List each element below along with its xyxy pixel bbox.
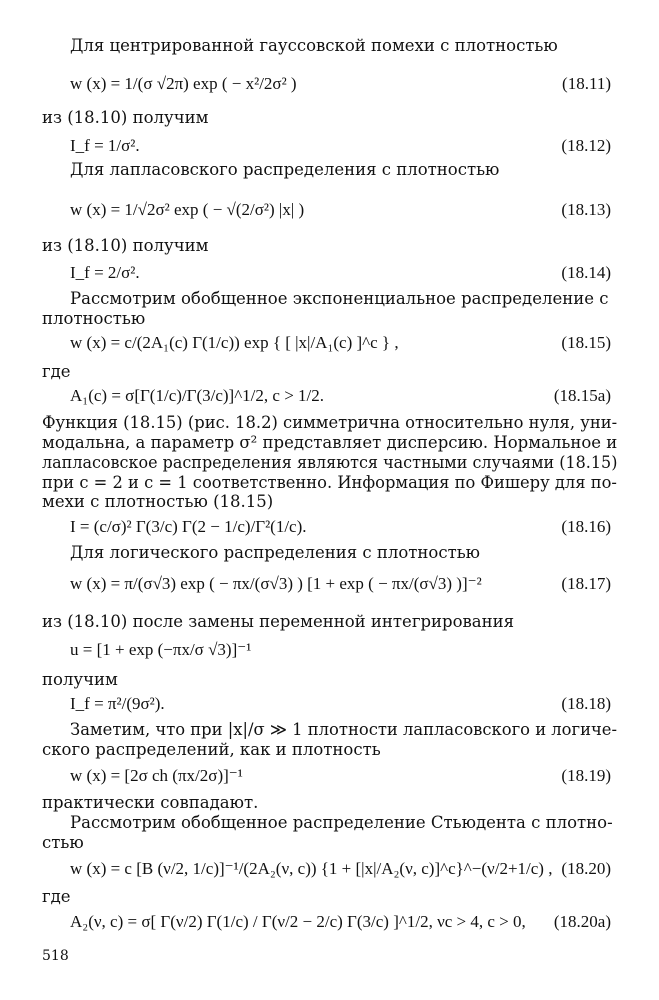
text-line: получим <box>42 670 118 689</box>
equation-18-11: w (x) = 1/(σ √2π) exp ( − x²/2σ² ) <box>70 74 297 93</box>
equation-number: (18.20а) <box>553 912 611 931</box>
equation-18-20: w (x) = c [B (ν/2, 1/c)]⁻¹/(2A₂(ν, c)) {1 + [|x|/A₂(ν, c)]^c}^−(ν/2+1/c) , <box>70 859 553 878</box>
text-line: Для логического распределения с плотностью <box>70 543 481 562</box>
equation-18-15a: A₁(c) = σ[Γ(1/c)/Γ(3/c)]^1/2, c > 1/2. <box>70 386 325 405</box>
equation-number: (18.19) <box>561 766 611 785</box>
text-line: практически совпадают. <box>42 793 259 812</box>
text-line: из (18.10) после замены переменной интегрирования <box>42 612 515 631</box>
equation-18-16: I = (c/σ)² Γ(3/c) Γ(2 − 1/c)/Γ²(1/c). <box>70 517 307 536</box>
text-line: Функция (18.15) (рис. 18.2) симметрична относительно нуля, уни- <box>42 413 618 432</box>
text-line: из (18.10) получим <box>42 236 209 255</box>
equation-18-12: I_f = 1/σ². <box>70 136 140 155</box>
text-line: модальна, а параметр σ² представляет дисперсию. Нормальное и <box>42 433 618 452</box>
page-number: 518 <box>42 948 69 964</box>
text-line: из (18.10) получим <box>42 108 209 127</box>
equation-number: (18.18) <box>561 694 611 713</box>
text-line: Рассмотрим обобщенное распределение Стьюдента с плотно- <box>70 813 613 832</box>
equation-number: (18.14) <box>561 263 611 282</box>
equation-number: (18.15а) <box>553 386 611 405</box>
equation-18-20a: A₂(ν, c) = σ[ Γ(ν/2) Γ(1/c) / Γ(ν/2 − 2/c) Γ(3/c) ]^1/2, νc > 4, c > 0, <box>70 912 526 931</box>
equation-number: (18.11) <box>562 74 611 93</box>
equation-18-14: I_f = 2/σ². <box>70 263 140 282</box>
text-line: Для лапласовского распределения с плотностью <box>70 160 500 179</box>
text-line: мехи с плотностью (18.15) <box>42 492 274 511</box>
text-line: Заметим, что при |x|/σ ≫ 1 плотности лапласовского и логиче- <box>70 720 618 739</box>
equation-number: (18.12) <box>561 136 611 155</box>
text-line: Для центрированной гауссовской помехи с плотностью <box>70 36 558 55</box>
text-line: при c = 2 и c = 1 соответственно. Информация по Фишеру для по- <box>42 473 617 492</box>
text-line: где <box>42 887 71 906</box>
text-line: ского распределений, как и плотность <box>42 740 381 759</box>
equation-number: (18.17) <box>561 574 611 593</box>
equation-number: (18.16) <box>561 517 611 536</box>
equation-18-15: w (x) = c/(2A₁(c) Γ(1/c)) exp { [ |x|/A₁(c) ]^c } , <box>70 333 399 352</box>
equation-number: (18.13) <box>561 200 611 219</box>
text-line: где <box>42 362 71 381</box>
equation-number: (18.20) <box>561 859 611 878</box>
text-line: стью <box>42 833 84 852</box>
equation-18-18: I_f = π²/(9σ²). <box>70 694 165 713</box>
equation-18-17: w (x) = π/(σ√3) exp ( − πx/(σ√3) ) [1 + exp ( − πx/(σ√3) )]⁻² <box>70 574 482 593</box>
text-line: лапласовское распределения являются частными случаями (18.15) <box>42 453 618 472</box>
equation-u-substitution: u = [1 + exp (−πx/σ √3)]⁻¹ <box>70 640 252 659</box>
equation-18-13: w (x) = 1/√2σ² exp ( − √(2/σ²) |x| ) <box>70 200 305 219</box>
text-line: Рассмотрим обобщенное экспоненциальное распределение с <box>70 289 609 308</box>
equation-18-19: w (x) = [2σ ch (πx/2σ)]⁻¹ <box>70 766 243 785</box>
equation-number: (18.15) <box>561 333 611 352</box>
text-line: плотностью <box>42 309 146 328</box>
